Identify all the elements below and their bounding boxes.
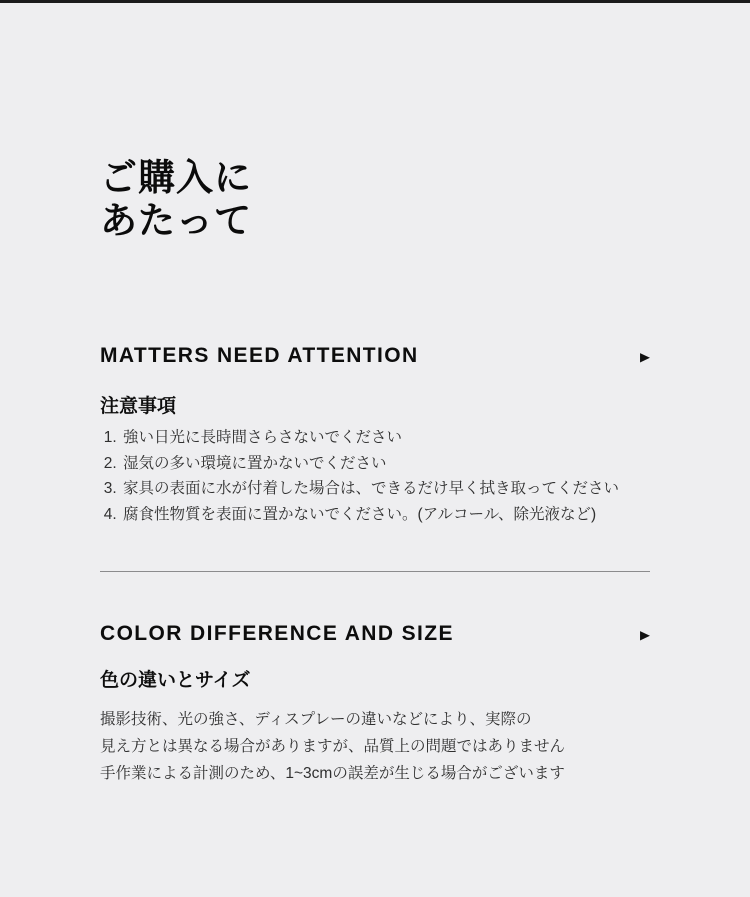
color-size-heading-en: COLOR DIFFERENCE AND SIZE <box>100 622 454 645</box>
page-title <box>100 156 650 242</box>
attention-heading-row <box>100 344 650 368</box>
attention-heading-en: MATTERS NEED ATTENTION <box>100 344 419 367</box>
arrow-right-icon: ▶ <box>640 626 650 642</box>
color-size-heading-row <box>100 622 650 646</box>
section-divider <box>100 571 650 572</box>
color-size-heading-ja: 色の違いとサイズ <box>100 670 251 691</box>
page-content <box>0 156 750 787</box>
paragraph-line: 手作業による計測のため、1~3cmの誤差が生じる場合がございます <box>100 765 565 782</box>
page-title-line-2: あたって <box>100 200 252 241</box>
attention-list-item: 4. 腐食性物質を表面に置かないでください。(アルコール、除光液など) <box>121 502 650 528</box>
attention-list-item: 3. 家具の表面に水が付着した場合は、できるだけ早く拭き取ってください <box>121 476 650 502</box>
section-matters-need-attention <box>100 344 650 527</box>
section-color-difference-and-size <box>100 622 650 787</box>
color-size-paragraph <box>100 706 650 787</box>
attention-list <box>100 425 650 527</box>
page-title-line-1: ご購入に <box>100 157 252 198</box>
top-border <box>0 0 750 3</box>
arrow-right-icon: ▶ <box>640 348 650 364</box>
attention-heading-ja: 注意事項 <box>100 396 177 417</box>
attention-list-item: 2. 湿気の多い環境に置かないでください <box>121 451 650 477</box>
attention-list-item: 1. 強い日光に長時間さらさないでください <box>121 425 650 451</box>
paragraph-line: 見え方とは異なる場合がありますが、品質上の問題ではありません <box>100 738 566 755</box>
paragraph-line: 撮影技術、光の強さ、ディスプレーの違いなどにより、実際の <box>100 711 532 728</box>
